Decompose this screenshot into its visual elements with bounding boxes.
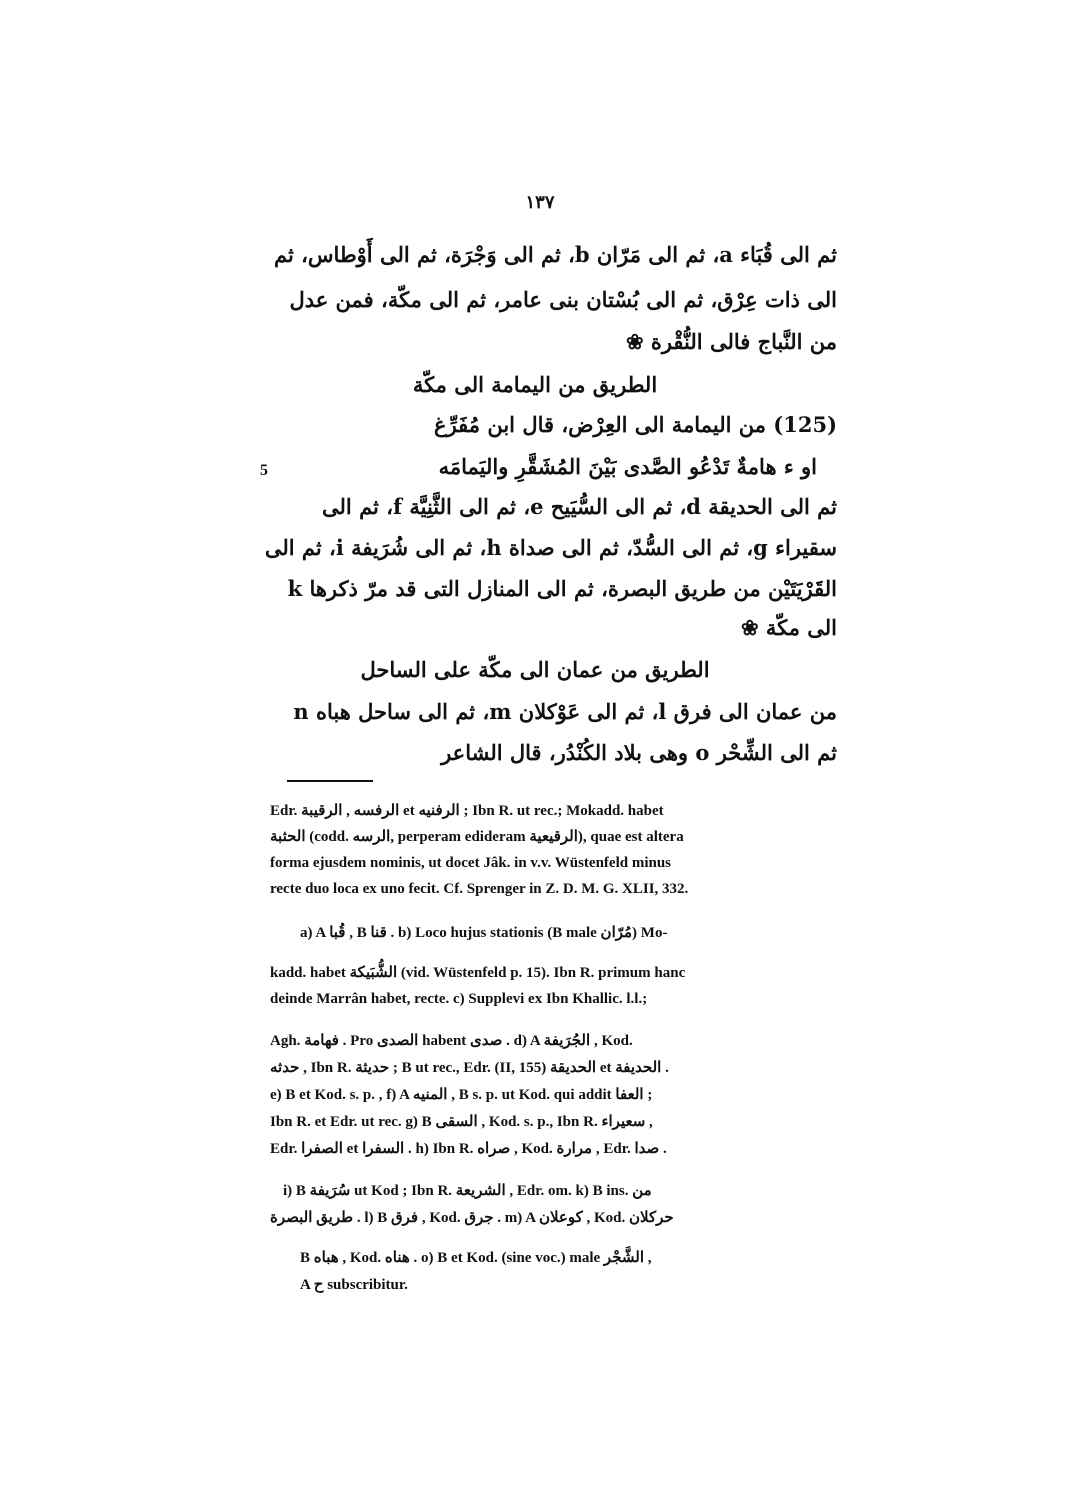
- footnote-line: a) A قُبا , B قنا . b) Loco hujus stationis (B male مُرّان) Mo-: [300, 925, 668, 941]
- footnote-line: Edr. الرفسه , الرقيبة et الرفنيه ; Ibn R. ut rec.; Mokadd. habet: [270, 803, 664, 819]
- route-line: القَرْيَتَيْن من طريق البصرة، ثم الى المنازل التى قد مرّ ذكرها k: [287, 576, 837, 601]
- section-heading: الطريق من عمان الى مكّة على الساحل: [360, 657, 710, 682]
- body-line: من النَّباج فالى النُّقْرة ❀: [625, 329, 837, 354]
- page-number: ١٣٧: [525, 192, 555, 213]
- footnote-line: Ibn R. et Edr. ut rec. g) B السقى , Kod. s. p., Ibn R. سعيراء ,: [270, 1114, 653, 1130]
- route-line: سقيراء g، ثم الى السُّدّ، ثم الى صداة h، ثم الى شُرَيفة i، ثم الى: [264, 535, 837, 560]
- footnote-line: A ح subscribitur.: [300, 1277, 408, 1293]
- footnote-line: recte duo loca ex uno fecit. Cf. Sprenger in Z. D. M. G. XLII, 332.: [270, 881, 689, 897]
- footnote-line: الحثبة (codd. الرسه, perperam edideram الرقيعية), quae est altera: [270, 829, 684, 845]
- footnote-line: Edr. الصفرا et السفرا . h) Ibn R. صراه , Kod. مرارة , Edr. صدا .: [270, 1141, 667, 1157]
- oman-line: ثم الى الشِّحْر o وهى بلاد الكُنْدُر، قال الشاعر: [441, 740, 837, 765]
- footnote-divider: [287, 780, 373, 782]
- footnote-line: B هباه , Kod. هناه . o) B et Kod. (sine voc.) male الشَّجْر ,: [300, 1250, 652, 1266]
- footnote-line: deinde Marrân habet, recte. c) Supplevi ex Ibn Khallic. l.l.;: [270, 991, 648, 1007]
- body-line: الى ذات عِرْق، ثم الى بُسْتان بنى عامر، ثم الى مكّة، فمن عدل: [289, 287, 837, 312]
- verse-line: او ء هامةٌ تَدْعُو الصَّدى بَيْنَ المُشَقَّرِ واليَمامَه: [438, 454, 817, 479]
- footnote-line: e) B et Kod. s. p. , f) A المنيه , B s. p. ut Kod. qui addit العفا ;: [270, 1087, 653, 1103]
- footnote-line: kadd. habet الشُّبَيكة (vid. Wüstenfeld p. 15). Ibn R. primum hanc: [270, 965, 686, 981]
- body-line: ثم الى قُبَاء a، ثم الى مَرّان b، ثم الى وَجْرَة، ثم الى أَوْطاس، ثم: [274, 242, 837, 267]
- footnote-line: i) B سُرَيفة ut Kod ; Ibn R. الشريعة , Edr. om. k) B ins. من: [283, 1183, 652, 1199]
- line-number-marker: 5: [260, 462, 268, 479]
- oman-line: من عمان الى فرق l، ثم الى عَوْكلان m، ثم الى ساحل هباه n: [293, 699, 837, 724]
- footnote-line: forma ejusdem nominis, ut docet Jâk. in v.v. Wüstenfeld minus: [270, 855, 672, 871]
- paragraph-125: (125) من اليمامة الى العِرْض، قال ابن مُفَرِّغ: [434, 412, 837, 437]
- footnote-line: Agh. فهامة . Pro الصدى habent صدى . d) A الجُرَيفة , Kod.: [270, 1033, 633, 1049]
- section-heading: الطريق من اليمامة الى مكّة: [412, 372, 658, 397]
- footnote-line: حدثه , Ibn R. حديثة ; B ut rec., Edr. (II, 155) الحديقة et الحديفة .: [270, 1060, 669, 1076]
- footnote-line: طريق البصرة . l) B فرق , Kod. جرق . m) A كوعلان , Kod. حركلان: [270, 1210, 674, 1226]
- route-line: الى مكّة ❀: [740, 615, 837, 640]
- route-line: ثم الى الحديقة d، ثم الى السُّيَيح e، ثم الى الثَّنِيَّة f، ثم الى: [322, 494, 837, 519]
